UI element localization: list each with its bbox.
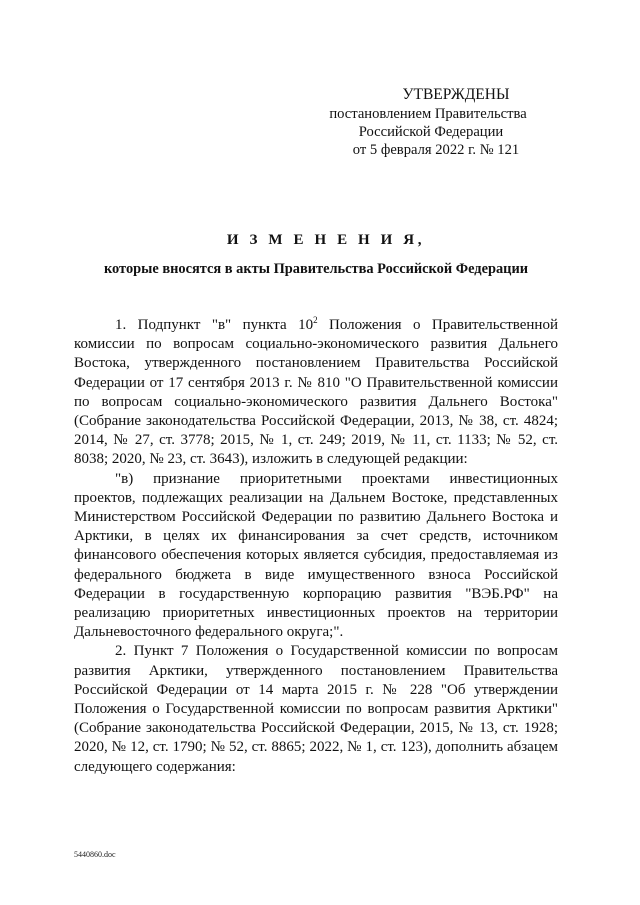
paragraph-3: 2. Пункт 7 Положения о Государственной комиссии по вопросам развития Арктики, утвержденного постановлением Правительства Российской Федерации от 14 марта 2015 г. № 228 "Об утверждении Положения о Государственной комиссии по вопросам развития Арктики" (Собрание законодательства Российской Федерации, 2015, № 13, ст. 1928; 2020, № 12, ст. 1790; № 52, ст. 8865; 2022, № 1, ст. 123), дополнить абзацем следующего содержания: (74, 643, 558, 775)
document-file-code: 5440860.doc (74, 850, 116, 859)
approval-line-date-number: от 5 февраля 2022 г. № 121 (352, 142, 520, 158)
paragraph-2: "в) признание приоритетными проектами инвестиционных проектов, подлежащих реализации на Дальнем Востоке, представленных Министерством Российской Федерации по развитию Дальнего Востока и Арктики, в целях их финансирования за счет средств, источником финансового обеспечения которых является субсидия, предоставляемая из федерального бюджета в виде имущественного взноса Российской Федерации в государственную корпорацию развития "ВЭБ.РФ" на реализацию приоритетных инвестиционных проектов на территории Дальневосточного федерального округа;". (74, 470, 558, 641)
paragraph-1-superscript: 2 (313, 315, 318, 325)
paragraph-1-rest: Положения о Правительственной комиссии по вопросам социально-экономического развития Дальнего Востока, утвержденного постановлением Правительства Российской Федерации от 17 сентября 2013 г. № 810 "О Правительственной комиссии по вопросам социально-экономического развития Дальнего Востока" (Собрание законодательства Российской Федерации, 2013, № 38, ст. 4824; 2014, № 27, ст. 3778; 2015, № 1, ст. 249; 2019, № 11, ст. 1133; № 52, ст. 8038; 2020, № 23, ст. 3643), изложить в следующей редакции: (74, 317, 558, 468)
document-title: И З М Е Н Е Н И Я, (226, 232, 426, 248)
approval-stamp: УТВЕРЖДЕНЫ (402, 86, 510, 103)
document-heading (74, 230, 558, 278)
approval-line-country: Российской Федерации (358, 124, 504, 140)
document-body (74, 316, 558, 777)
paragraph-1 (74, 316, 558, 470)
paragraph-1-start: 1. Подпункт "в" пункта 10 (115, 317, 314, 333)
approval-block (308, 86, 548, 159)
approval-line-decree: постановлением Правительства (329, 106, 527, 122)
document-subtitle: которые вносятся в акты Правительства Российской Федерации (103, 261, 529, 277)
